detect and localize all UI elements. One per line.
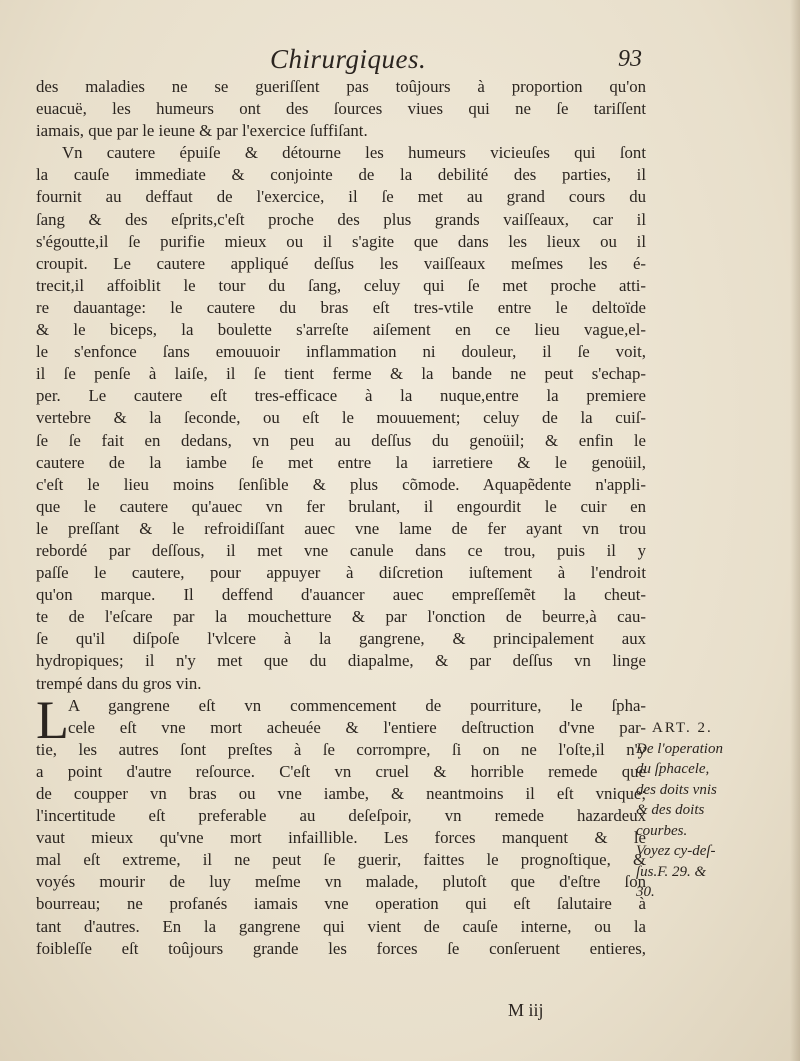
text-line: ſe ſe fait en dedans, vn peu au deſſus du genoüil; & enfin le xyxy=(36,430,646,450)
text-line: euacuë, les humeurs ont des ſources viues qui ne ſe tariſſent xyxy=(36,99,646,119)
margin-note-line: 30. xyxy=(636,884,655,900)
text-line: hydropiques; il n'y met que du diapalme, & par deſſus vn linge xyxy=(36,651,646,671)
paragraph-1 xyxy=(36,76,646,142)
text-line: croupit. Le cautere appliqué deſſus les vaiſſeaux meſmes les é- xyxy=(36,253,646,273)
text-line: s'égoutte,il ſe purifie mieux ou il s'agite que dans les lieux ou il xyxy=(36,231,646,251)
margin-note-line: des doits vnis xyxy=(636,781,717,798)
text-line: qu'on marque. Il deffend d'auancer auec empreſſemẽt la cheut- xyxy=(36,585,646,605)
margin-note xyxy=(636,718,786,903)
text-line: le s'enfonce ſans emouuoir inflammation ni douleur, il ſe voit, xyxy=(36,342,646,362)
text-line: iamais, que par le ieune & par l'exercice ſuffiſant. xyxy=(36,121,368,141)
margin-note-line: ſus.F. 29. & xyxy=(636,863,707,880)
text-line: il ſe penſe à laiſe, il ſe tient ferme & la bande ne peut s'echap- xyxy=(36,364,646,384)
text-line: de coupper vn bras ou vne iambe, & neantmoins il eſt vnique; xyxy=(36,784,646,803)
text-line: le preſſant & le refroidiſſant auec vne lame de fer ayant vn trou xyxy=(36,518,646,538)
text-line: trecit,il affoiblit le tour du ſang, celuy qui ſe met proche atti- xyxy=(36,275,646,295)
margin-note-line: & des doits xyxy=(636,802,705,818)
body-text xyxy=(36,76,646,960)
text-line: re dauantage: le cautere du bras eſt tres-vtile entre le deltoïde xyxy=(36,297,646,317)
paragraph-2 xyxy=(36,142,646,694)
text-line: per. Le cautere eſt tres-efficace à la nuque,entre la premiere xyxy=(36,386,646,406)
margin-note-line: De l'operation xyxy=(636,740,723,757)
text-line: & le biceps, la boulette s'arreſte aiſement en ce lieu vague,el- xyxy=(36,320,646,340)
text-line: bourreau; ne profanés iamais vne operation qui eſt ſalutaire à xyxy=(36,894,646,914)
signature-mark: M iij xyxy=(508,1000,544,1020)
text-line: voyés mourir de luy meſme vn malade, plutoſt que d'eſtre ſon xyxy=(36,872,646,892)
text-line: des maladies ne se gueriſſent pas toûjours à proportion qu'on xyxy=(36,77,646,96)
text-line: cele eſt vne mort acheuée & l'entiere deſtruction d'vne par- xyxy=(68,717,646,737)
text-line: te de l'eſcare par la mouchetture & par l'onction de beurre,à cau- xyxy=(36,607,646,627)
text-line: vaut mieux qu'vne mort infaillible. Les forces manquent & le xyxy=(36,828,646,848)
text-line: vertebre & la ſeconde, ou eſt le mouuement; celuy de la cuiſ- xyxy=(36,408,646,428)
text-line: a point d'autre reſource. C'eſt vn cruel & horrible remede que xyxy=(36,761,646,781)
text-line: ſe qu'il diſpoſe l'vlcere à la gangrene, & principalement aux xyxy=(36,629,646,649)
text-line: A gangrene eſt vn commencement de pourriture, le ſpha- xyxy=(68,695,646,715)
page-header xyxy=(0,40,800,80)
text-line: trempé dans du gros vin. xyxy=(36,673,202,693)
text-line: rebordé par deſſous, il met vne canule dans ce trou, puis il y xyxy=(36,540,646,560)
page-number: 93 xyxy=(618,46,642,72)
text-line: paſſe le cautere, pour appuyer à diſcretion iuſtement à l'endroit xyxy=(36,563,646,583)
text-line: tie, les autres ſont preſtes à ſe corrompre, ſi on ne l'oſte,il n'y xyxy=(36,739,646,759)
drop-cap: L xyxy=(36,689,69,750)
margin-note-line: courbes. xyxy=(636,822,688,839)
text-line: que le cautere qu'auec vn fer brulant, il engourdit le cuir en xyxy=(36,496,646,516)
text-line: la cauſe immediate & conjointe de la debilité des parties, il xyxy=(36,165,646,185)
page-edge-shadow xyxy=(790,0,800,1061)
text-line: c'eſt le lieu moins ſenſible & plus cõmode. Aquapẽdente n'appli- xyxy=(36,474,646,494)
paragraph-3 xyxy=(36,689,646,960)
text-line: l'incertitude eſt preferable au deſeſpoir, vn remede hazardeux xyxy=(36,806,646,826)
article-label: ART. 2. xyxy=(652,720,713,736)
text-line: tant d'autres. En la gangrene qui vient de cauſe interne, ou la xyxy=(36,916,646,936)
text-line: mal eſt extreme, il ne peut ſe guerir, faittes le prognoſtique, & xyxy=(36,850,646,870)
running-title: Chirurgiques. xyxy=(270,44,427,74)
text-line: fournit au deffaut de l'exercice, il ſe met au grand cours du xyxy=(36,187,646,207)
text-line: Vn cautere épuiſe & détourne les humeurs vicieuſes qui ſont xyxy=(62,143,646,163)
text-line: foibleſſe eſt toûjours grande les forces ſe conſeruent entieres, xyxy=(36,938,646,958)
margin-note-line: Voyez cy-deſ- xyxy=(636,843,716,859)
margin-note-line: du ſphacele, xyxy=(636,761,710,777)
text-line: ſang & des eſprits,c'eſt proche des plus grands vaiſſeaux, car il xyxy=(36,209,646,229)
text-line: cautere de la iambe ſe met entre la iarretiere & le genoüil, xyxy=(36,452,646,472)
